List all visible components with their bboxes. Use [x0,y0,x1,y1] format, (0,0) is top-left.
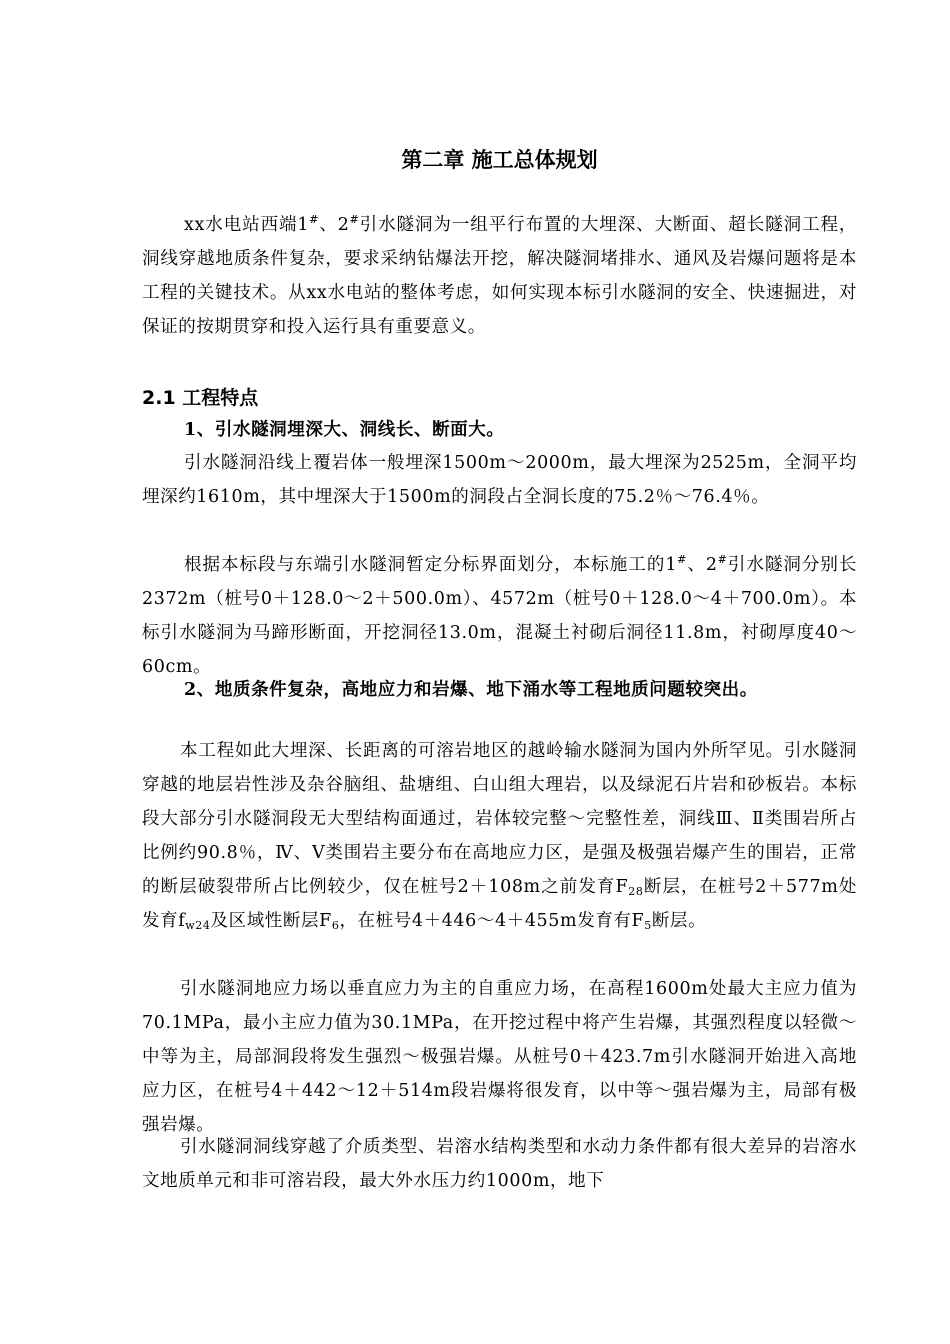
chapter-title: 第二章 施工总体规划 [401,148,598,172]
item2-paragraph-water: 引水隧洞洞线穿越了介质类型、岩溶水结构类型和水动力条件都有很大差异的岩溶水文地质单元和非可溶岩段，最大外水压力约1000m，地下 [142,1137,857,1191]
section-heading: 2.1 工程特点 [142,387,259,409]
item2-paragraph-stress: 引水隧洞地应力场以垂直应力为主的自重应力场，在高程1600m处最大主应力值为70.1MPa，最小主应力值为30.1MPa，在开挖过程中将产生岩爆，其强烈程度以轻微～中等为主，局部洞段将发生强烈～极强岩爆。从桩号0＋423.7m引水隧洞开始进入高地应力区，在桩号4＋442～12＋514m段岩爆将很发育，以中等～强岩爆为主，局部有极强岩爆。 [142,979,857,1135]
item1-heading: 1、引水隧洞埋深大、洞线长、断面大。 [184,420,505,440]
item2-paragraph-geology: 本工程如此大埋深、长距离的可溶岩地区的越岭输水隧洞为国内外所罕见。引水隧洞穿越的地层岩性涉及杂谷脑组、盐塘组、白山组大理岩，以及绿泥石片岩和砂板岩。本标段大部分引水隧洞段无大型结构面通过，岩体较完整～完整性差，洞线Ⅲ、Ⅱ类围岩所占比例约90.8％，Ⅳ、Ⅴ类围岩主要分布在高地应力区，是强及极强岩爆产生的围岩，正常的断层破裂带所占比例较少，仅在桩号2＋108m之前发育$F_{28}$断层，在桩号2＋577m处发育$f_{w24}$及区域性断层$F_6$，在桩号4＋446～4＋455m发育有$F_5$断层。 [142,741,857,932]
item1-paragraph-length: 根据本标段与东端引水隧洞暂定分标界面划分，本标施工的1#、2#引水隧洞分别长2372m（桩号0＋128.0～2＋500.0m）、4572m（桩号0＋128.0～4＋700.0m）。本标引水隧洞为马蹄形断面，开挖洞径13.0m，混凝土衬砌后洞径11.8m，衬砌厚度40～60cm。 [142,553,857,677]
item1-paragraph-depth: 引水隧洞沿线上覆岩体一般埋深1500m～2000m，最大埋深为2525m，全洞平均埋深约1610m，其中埋深大于1500m的洞段占全洞长度的75.2％～76.4％。 [142,453,857,507]
document-page [142,0,857,1344]
intro-paragraph: xx水电站西端1#、2#引水隧洞为一组平行布置的大埋深、大断面、超长隧洞工程，洞线穿越地质条件复杂，要求采纳钻爆法开挖，解决隧洞堵排水、通风及岩爆问题将是本工程的关键技术。从xx水电站的整体考虑，如何实现本标引水隧洞的安全、快速掘进，对保证的按期贯穿和投入运行具有重要意义。 [142,213,857,337]
item2-heading: 2、地质条件复杂，高地应力和岩爆、地下涌水等工程地质问题较突出。 [184,680,758,700]
